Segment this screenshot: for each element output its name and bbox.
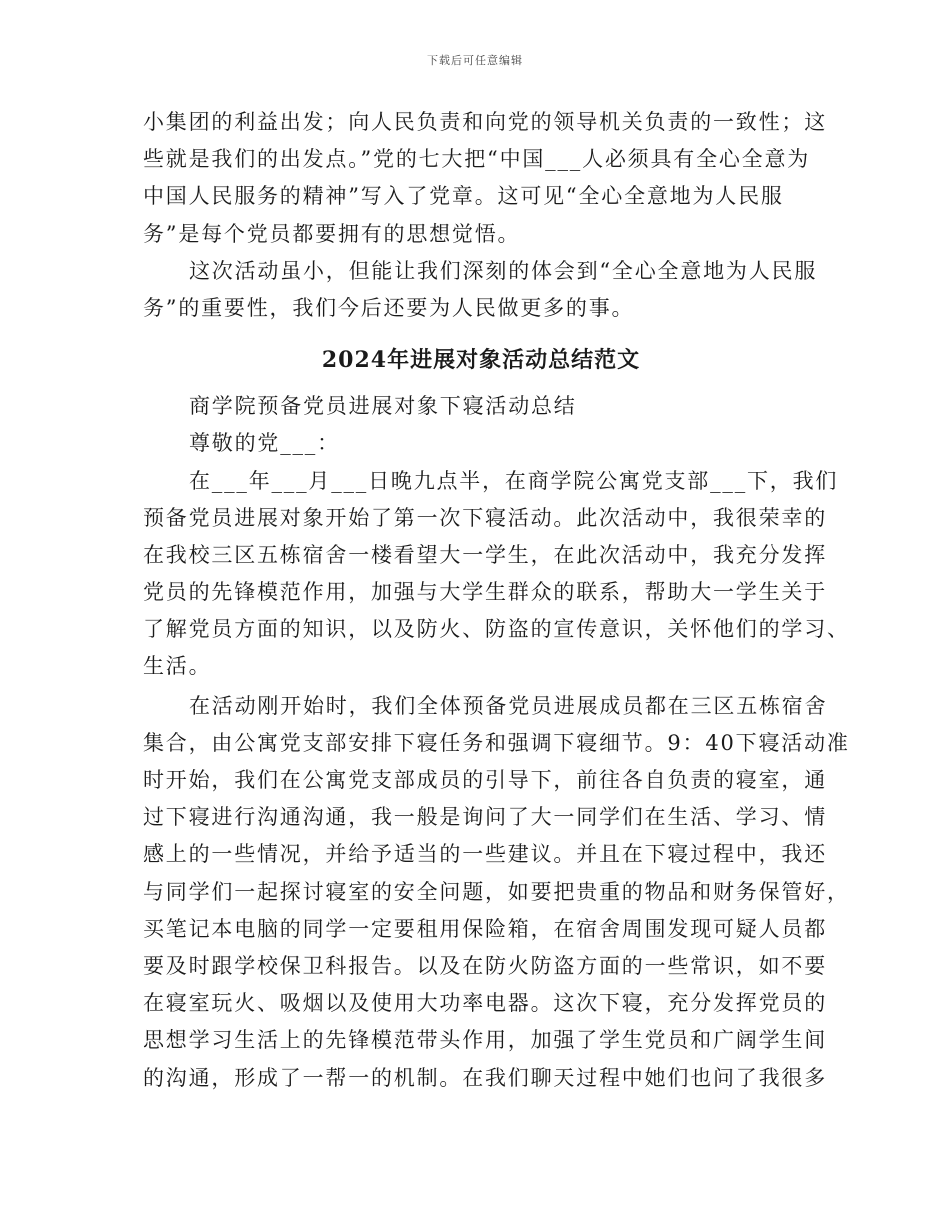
text-line: 在我校三区五栋宿舍一楼看望大一学生，在此次活动中，我充分发挥 (143, 542, 827, 567)
page-header: 下载后可任意编辑 (427, 54, 523, 67)
paragraph-4 (143, 688, 850, 1097)
paragraph-2 (143, 253, 819, 327)
text-line: 务”的重要性，我们今后还要为人民做更多的事。 (143, 295, 635, 320)
text-line: 务”是每个党员都要拥有的思想觉悟。 (143, 221, 521, 246)
text-line: 中国人民服务的精神”写入了党章。这可见“全心全意地为人民服 (143, 184, 784, 209)
text-line: 这次活动虽小，但能让我们深刻的体会到“全心全意地为人民服 (189, 258, 818, 283)
text-line: 过下寝进行沟通沟通，我一般是询问了大一同学们在生活、学习、情 (143, 805, 827, 830)
text-line: 感上的一些情况，并给予适当的一些建议。并且在下寝过程中，我还 (143, 842, 827, 867)
text-line: 买笔记本电脑的同学一定要租用保险箱，在宿舍周围发现可疑人员都 (143, 916, 827, 941)
text-line: 与同学们一起探讨寝室的安全问题，如要把贵重的物品和财务保管好， (143, 879, 850, 904)
text-line: 的沟通，形成了一帮一的机制。在我们聊天过程中她们也问了我很多 (143, 1065, 827, 1090)
text-line: 了解党员方面的知识，以及防火、防盗的宣传意识，关怀他们的学习、 (143, 617, 850, 642)
document-subtitle: 商学院预备党员进展对象下寝活动总结 (189, 394, 577, 419)
text-line: 党员的先锋模范作用，加强与大学生群众的联系，帮助大一学生关于 (143, 580, 827, 605)
salutation: 尊敬的党___： (189, 431, 340, 456)
document-title: 2024年进展对象活动总结范文 (321, 347, 641, 374)
text-line: 小集团的利益出发；向人民负责和向党的领导机关负责的一致性；这 (143, 110, 827, 134)
text-line: 要及时跟学校保卫科报告。以及在防火防盗方面的一些常识，如不要 (143, 953, 827, 978)
text-line: 时开始，我们在公寓党支部成员的引导下，前往各自负责的寝室，通 (143, 768, 827, 792)
text-line: 些就是我们的出发点。”党的七大把“中国___人必须具有全心全意为 (143, 147, 811, 172)
document-body (143, 104, 850, 1097)
text-line: 在寝室玩火、吸烟以及使用大功率电器。这次下寝，充分发挥党员的 (143, 991, 827, 1016)
text-line: 生活。 (143, 654, 212, 679)
text-line: 集合，由公寓党支部安排下寝任务和强调下寝细节。9：40下寝活动准 (143, 730, 850, 755)
paragraph-1 (143, 104, 827, 253)
text-line: 思想学习生活上的先锋模范带头作用，加强了学生党员和广阔学生间 (143, 1028, 827, 1053)
text-line: 在___年___月___日晚九点半，在商学院公寓党支部___下，我们 (189, 468, 839, 493)
paragraph-3 (143, 463, 850, 686)
text-line: 在活动刚开始时，我们全体预备党员进展成员都在三区五栋宿舍 (189, 693, 828, 718)
text-line: 预备党员进展对象开始了第一次下寝活动。此次活动中，我很荣幸的 (143, 505, 827, 530)
